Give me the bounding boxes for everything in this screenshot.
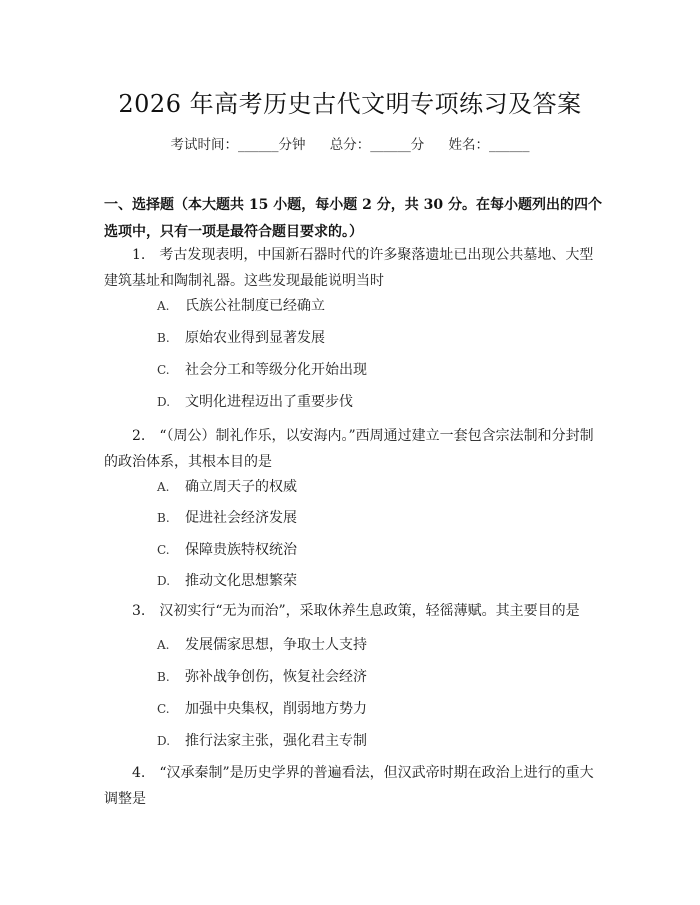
question-2-option-a (157, 477, 297, 497)
option-letter: D. (157, 395, 171, 409)
option-letter: D. (157, 734, 171, 748)
total-score-field: 总分：______分 (329, 137, 425, 153)
question-2-option-c (157, 540, 297, 560)
question-1 (104, 242, 604, 294)
option-letter: A. (157, 299, 170, 313)
question-number: 3. (132, 603, 146, 619)
question-stem: 汉初实行“无为而治”，采取休养生息政策，轻徭薄赋。其主要目的是 (159, 603, 580, 619)
option-letter: D. (157, 574, 171, 588)
question-3-option-d (157, 731, 367, 751)
option-text: 弥补战争创伤，恢复社会经济 (185, 669, 367, 685)
question-2-option-d (157, 571, 297, 591)
option-letter: B. (157, 331, 170, 345)
question-2-option-b (157, 508, 297, 528)
question-4 (104, 760, 604, 812)
option-letter: C. (157, 543, 170, 557)
option-letter: C. (157, 363, 170, 377)
option-text: 促进社会经济发展 (185, 510, 297, 526)
option-letter: A. (157, 638, 170, 652)
option-text: 确立周天子的权威 (185, 479, 297, 495)
exam-time-field: 考试时间：______分钟 (170, 137, 306, 153)
option-letter: B. (157, 511, 170, 525)
option-text: 文明化进程迈出了重要步伐 (185, 394, 353, 410)
question-number: 2. (132, 428, 146, 444)
question-3-option-c (157, 699, 367, 719)
question-3-option-b (157, 667, 367, 687)
question-3 (104, 598, 604, 624)
option-text: 保障贵族特权统治 (185, 542, 297, 558)
student-name-field: 姓名：______ (448, 137, 530, 153)
question-number: 4. (132, 765, 146, 781)
question-stem: “（周公）制礼作乐，以安海内。”西周通过建立一套包含宗法制和分封制的政治体系，其根本目的是 (104, 428, 594, 470)
option-letter: B. (157, 670, 170, 684)
option-text: 加强中央集权，削弱地方势力 (185, 701, 367, 717)
exam-meta (0, 133, 700, 153)
option-text: 推动文化思想繁荣 (185, 573, 297, 589)
question-3-option-a (157, 635, 367, 655)
question-1-option-a (157, 296, 325, 316)
option-text: 推行法家主张，强化君主专制 (185, 733, 367, 749)
option-text: 发展儒家思想，争取士人支持 (185, 637, 367, 653)
question-2 (104, 423, 604, 475)
question-stem: 考古发现表明，中国新石器时代的许多聚落遗址已出现公共墓地、大型建筑基址和陶制礼器。这些发现最能说明当时 (104, 247, 594, 289)
section-heading: 一、选择题（本大题共 15 小题，每小题 2 分，共 30 分。在每小题列出的四个选项中，只有一项是最符合题目要求的。） (104, 197, 602, 240)
option-text: 原始农业得到显著发展 (185, 330, 325, 346)
question-1-option-b (157, 328, 325, 348)
option-letter: A. (157, 480, 170, 494)
option-letter: C. (157, 702, 170, 716)
option-text: 社会分工和等级分化开始出现 (185, 362, 367, 378)
page-title: 2026 年高考历史古代文明专项练习及答案 (118, 90, 582, 118)
question-stem: “汉承秦制”是历史学界的普遍看法，但汉武帝时期在政治上进行的重大调整是 (104, 765, 594, 807)
question-number: 1. (132, 247, 146, 263)
question-1-option-d (157, 392, 353, 412)
question-1-option-c (157, 360, 367, 380)
option-text: 氏族公社制度已经确立 (185, 298, 325, 314)
